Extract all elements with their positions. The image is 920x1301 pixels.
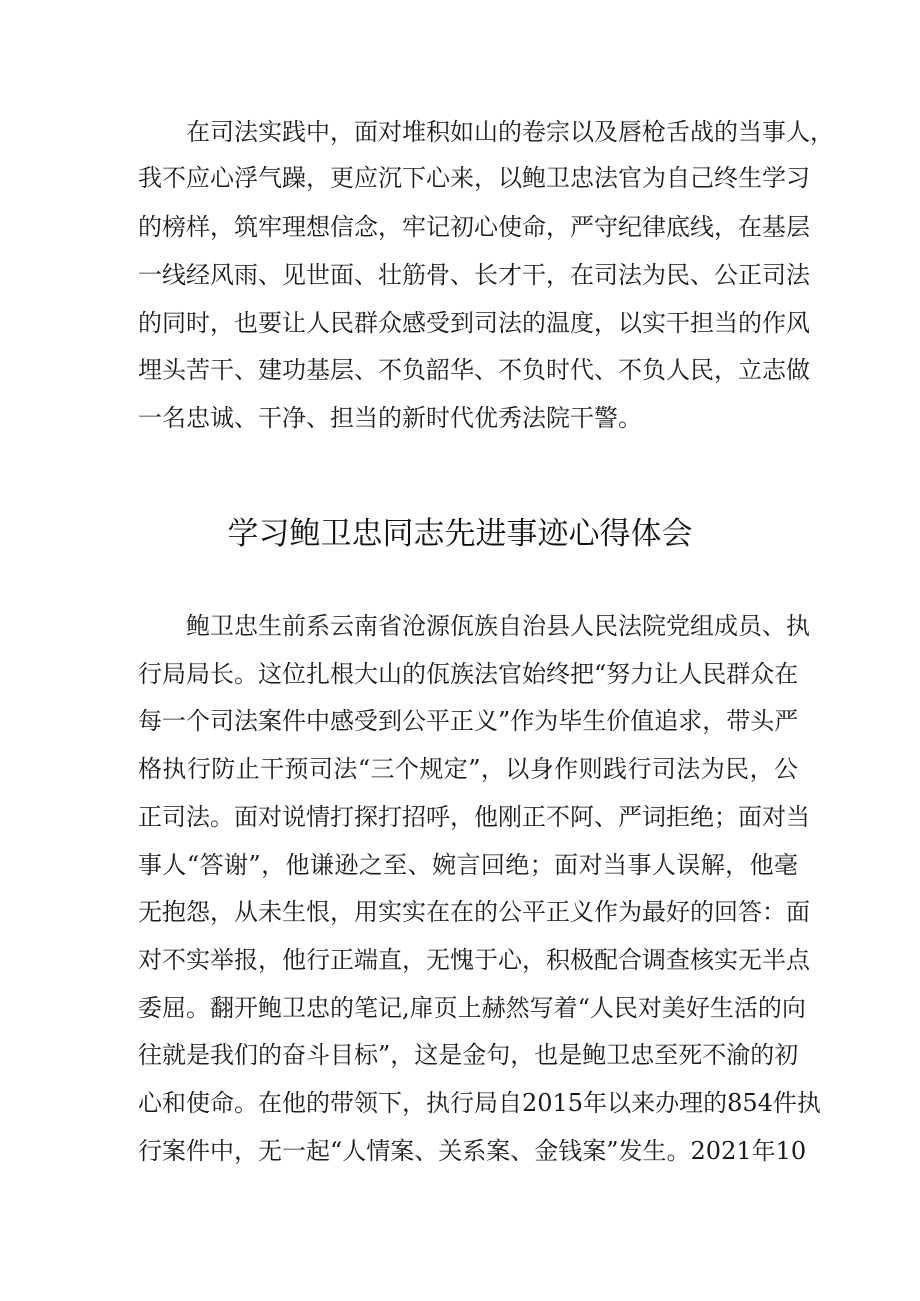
paragraph-1-line-6: 埋头苦干、建功基层、不负韶华、不负时代、不负人民，立志做 — [138, 356, 810, 384]
paragraph-2-line-11: 心和使命。在他的带领下，执行局自2015年以来办理的854件执 — [138, 1089, 821, 1117]
paragraph-1-line-7: 一名忠诚、干净、担当的新时代优秀法院干警。 — [138, 404, 642, 432]
paragraph-1-line-3: 的榜样，筑牢理想信念，牢记初心使命，严守纪律底线，在基层 — [138, 213, 810, 241]
paragraph-2-line-9: 委屈。翻开鲍卫忠的笔记,扉页上赫然写着“人民对美好生活的向 — [138, 994, 806, 1022]
paragraph-1-line-5: 的同时，也要让人民群众感受到司法的温度，以实干担当的作风 — [138, 309, 810, 337]
paragraph-1-line-4: 一线经风雨、见世面、壮筋骨、长才干，在司法为民、公正司法 — [138, 261, 810, 289]
paragraph-2-line-6: 事人“答谢”，他谦逊之至、婉言回绝；面对当事人误解，他毫 — [138, 851, 798, 879]
paragraph-1-line-1: 在司法实践中，面对堆积如山的卷宗以及唇枪舌战的当事人， — [186, 118, 834, 146]
paragraph-2-line-2: 行局局长。这位扎根大山的佤族法官始终把“努力让人民群众在 — [138, 660, 799, 688]
paragraph-2-line-1: 鲍卫忠生前系云南省沧源佤族自治县人民法院党组成员、执 — [186, 612, 810, 640]
paragraph-2-line-3: 每一个司法案件中感受到公平正义”作为毕生价值追求，带头严 — [138, 707, 799, 735]
paragraph-2-line-5: 正司法。面对说情打探打招呼，他刚正不阿、严词拒绝；面对当 — [138, 803, 810, 831]
paragraph-2-line-10: 往就是我们的奋斗目标”，这是金句，也是鲍卫忠至死不渝的初 — [138, 1041, 799, 1069]
paragraph-2-line-7: 无抱怨，从未生恨，用实实在在的公平正义作为最好的回答：面 — [138, 898, 810, 926]
paragraph-1-line-2: 我不应心浮气躁，更应沉下心来，以鲍卫忠法官为自己终生学习 — [138, 164, 810, 192]
paragraph-2-line-8: 对不实举报，他行正端直，无愧于心，积极配合调查核实无半点 — [138, 946, 810, 974]
article-title: 学习鲍卫忠同志先进事迹心得体会 — [227, 516, 693, 552]
paragraph-2-line-4: 格执行防止干预司法“三个规定”，以身作则践行司法为民，公 — [138, 755, 798, 783]
paragraph-2-line-12: 行案件中，无一起“人情案、关系案、金钱案”发生。2021年10 — [138, 1137, 807, 1165]
